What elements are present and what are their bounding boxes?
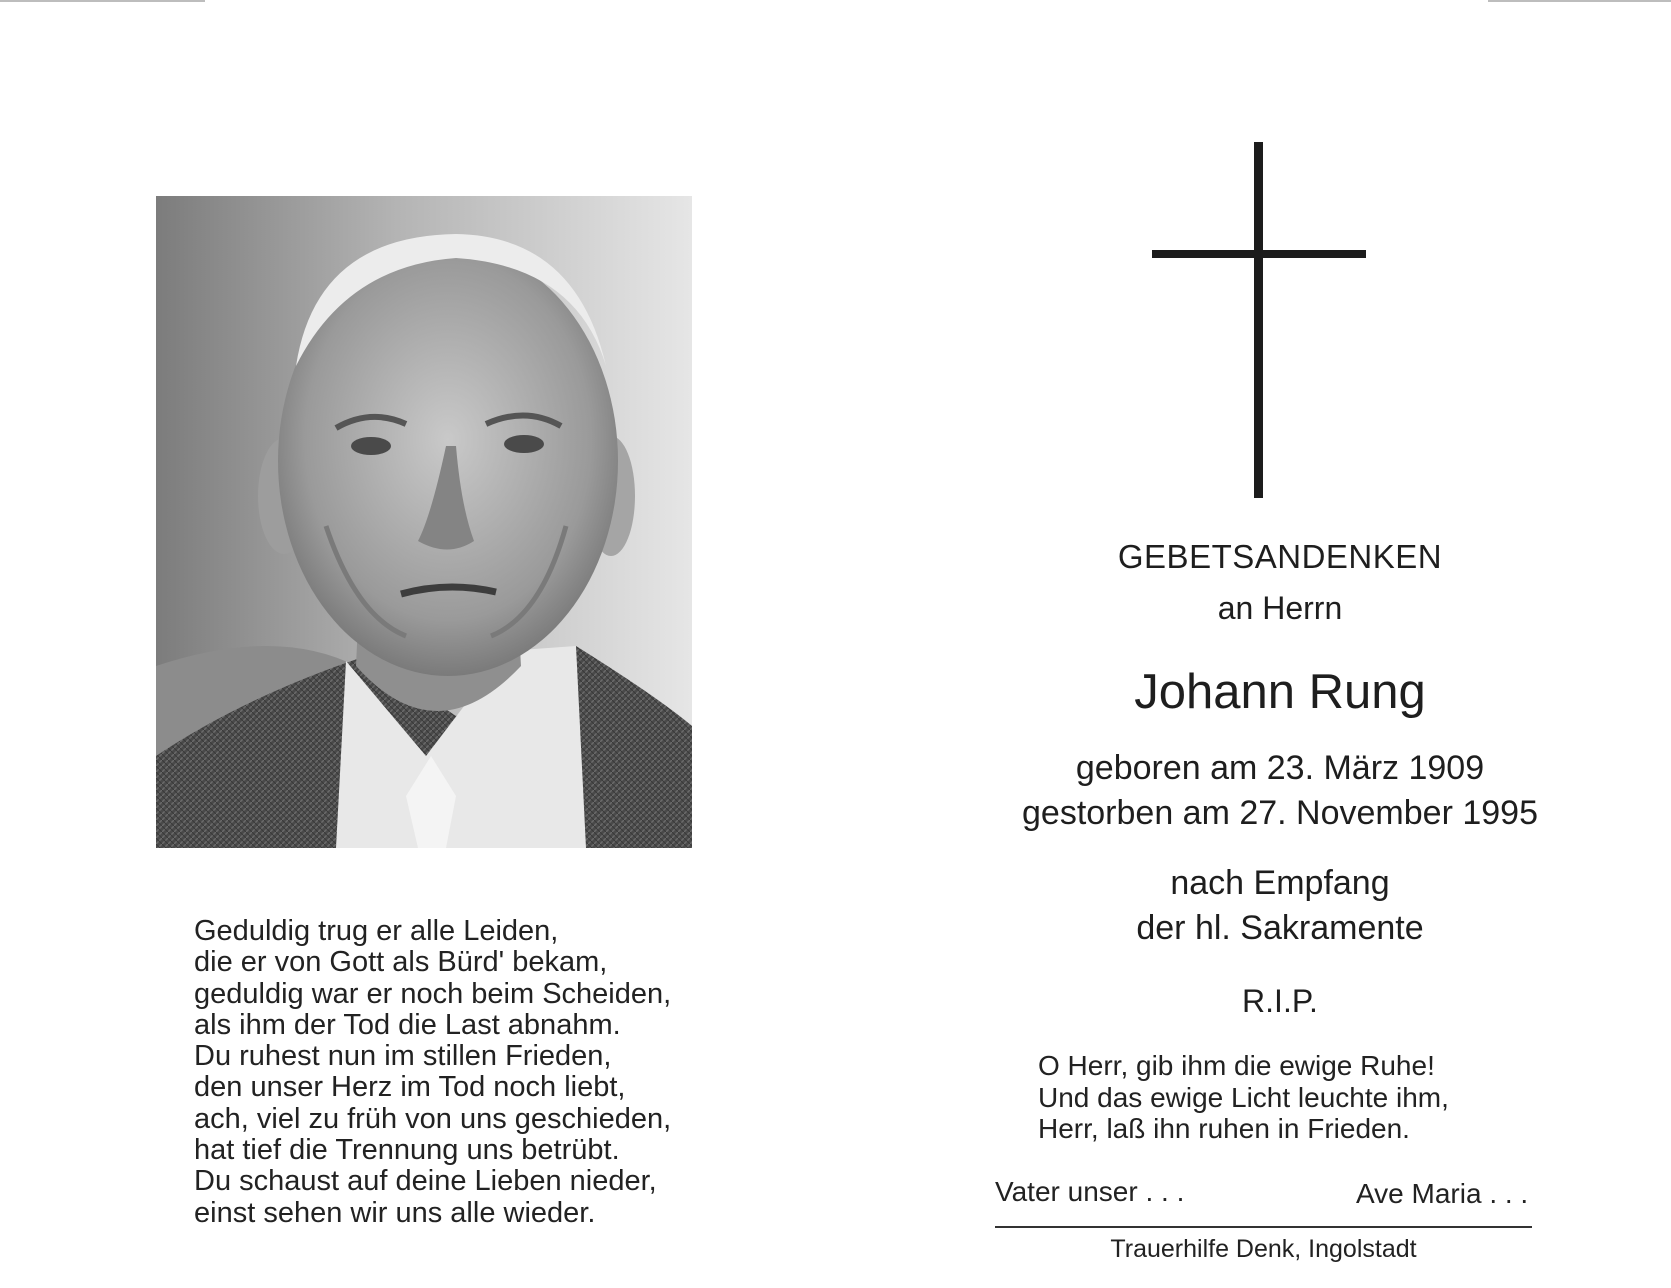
- birth-date: geboren am 23. März 1909: [1075, 749, 1485, 787]
- top-edge-line-left: [0, 0, 205, 2]
- poem-line: die er von Gott als Bürd' bekam,: [194, 946, 608, 979]
- cross-icon: [1150, 142, 1370, 498]
- salutation: an Herrn: [1217, 590, 1343, 626]
- card-title: GEBETSANDENKEN: [1117, 538, 1443, 575]
- prayer-line: Herr, laß ihn ruhen in Frieden.: [1038, 1113, 1410, 1144]
- cross-horizontal-bar: [1152, 250, 1366, 258]
- poem-line: Du ruhest nun im stillen Frieden,: [194, 1040, 612, 1073]
- top-edge-line-right: [1488, 0, 1671, 2]
- poem-line: als ihm der Tod die Last abnahm.: [194, 1008, 621, 1041]
- poem-line: einst sehen wir uns alle wieder.: [194, 1196, 596, 1229]
- cross-vertical-bar: [1254, 142, 1263, 498]
- rip-text: R.I.P.: [1242, 983, 1318, 1019]
- portrait-photo-icon: [156, 196, 692, 848]
- memorial-poem: [194, 916, 734, 1229]
- sacraments-line-1: nach Empfang: [1170, 864, 1390, 902]
- poem-line: Du schaust auf deine Lieben nieder,: [194, 1165, 657, 1198]
- portrait-photo: [156, 196, 692, 848]
- sacraments-line-2: der hl. Sakramente: [1136, 909, 1424, 947]
- footer-divider: [995, 1226, 1532, 1228]
- death-date: gestorben am 27. November 1995: [1022, 794, 1538, 832]
- prayer-text: [1038, 1050, 1449, 1145]
- prayer-line: Und das ewige Licht leuchte ihm,: [1038, 1081, 1449, 1113]
- ave-maria-text: Ave Maria . . .: [1356, 1178, 1529, 1209]
- vater-unser-text: Vater unser . . .: [995, 1176, 1185, 1207]
- prayer-line: O Herr, gib ihm die ewige Ruhe!: [1038, 1050, 1435, 1081]
- poem-line: hat tief die Trennung uns betrübt.: [194, 1134, 620, 1167]
- poem-line: ach, viel zu früh von uns geschieden,: [194, 1102, 672, 1135]
- printer-credit: Trauerhilfe Denk, Ingolstadt: [1110, 1235, 1417, 1263]
- deceased-name: Johann Rung: [1134, 665, 1426, 719]
- poem-line: geduldig war er noch beim Scheiden,: [194, 977, 672, 1010]
- poem-line: Geduldig trug er alle Leiden,: [194, 915, 559, 947]
- poem-line: den unser Herz im Tod noch liebt,: [194, 1071, 626, 1104]
